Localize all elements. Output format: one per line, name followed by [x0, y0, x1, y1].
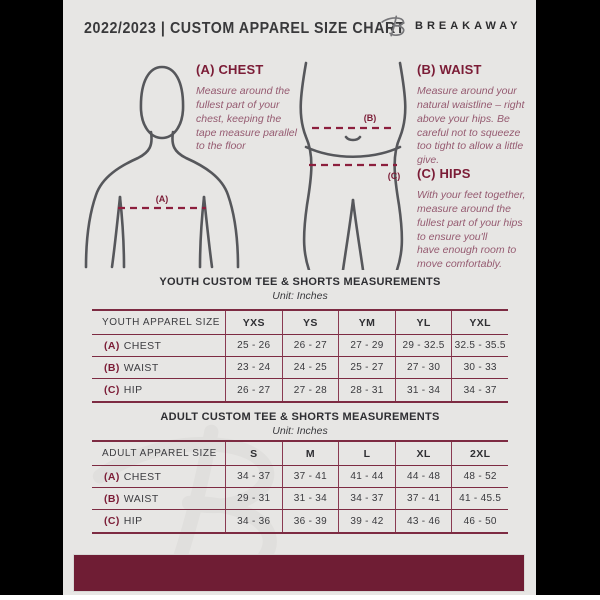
- value-cell: 29 - 32.5: [395, 335, 452, 357]
- column-header-cell: XL: [395, 442, 452, 466]
- value-cell: 27 - 30: [395, 357, 452, 379]
- chest-heading: (A) CHEST: [196, 62, 264, 77]
- left-letterbox: [0, 0, 63, 595]
- row-key: (C): [104, 515, 120, 527]
- row-key: (B): [104, 492, 120, 505]
- value-cell: 26 - 27: [225, 379, 282, 401]
- value-cell: 34 - 37: [225, 466, 282, 488]
- size-label-cell: YOUTH APPAREL SIZE: [92, 311, 225, 335]
- value-cell: 27 - 29: [338, 335, 395, 357]
- value-cell: 41 - 44: [338, 466, 395, 488]
- value-cell: 34 - 37: [451, 379, 508, 401]
- value-cell: 24 - 25: [282, 357, 339, 379]
- hips-heading: (C) HIPS: [417, 166, 471, 181]
- value-cell: 43 - 46: [395, 510, 452, 532]
- column-header-cell: L: [338, 442, 395, 466]
- waist-figure-label: (B): [363, 113, 377, 123]
- value-cell: 41 - 45.5: [451, 488, 508, 510]
- row-label-cell: [92, 510, 225, 532]
- value-cell: 37 - 41: [282, 466, 339, 488]
- row-label-cell: [92, 357, 225, 379]
- row-label-cell: [92, 379, 225, 401]
- value-cell: 26 - 27: [282, 335, 339, 357]
- row-label-cell: [92, 488, 225, 510]
- row-label-cell: [92, 466, 225, 488]
- youth-table-unit: Unit: Inches: [272, 290, 328, 302]
- size-label-cell: ADULT APPAREL SIZE: [92, 442, 225, 466]
- value-cell: 37 - 41: [395, 488, 452, 510]
- row-name: CHEST: [123, 339, 162, 352]
- document-page: [63, 0, 536, 595]
- column-header-cell: YM: [338, 311, 395, 335]
- row-name: CHEST: [123, 470, 162, 483]
- waist-description: Measure around your natural waistline – right above your hips. Be careful not to squeeze too tight to allow a little give.: [417, 85, 525, 167]
- value-cell: 44 - 48: [395, 466, 452, 488]
- column-header-cell: YXL: [451, 311, 508, 335]
- adult-table-title: ADULT CUSTOM TEE & SHORTS MEASUREMENTS: [160, 411, 440, 423]
- row-key: (C): [104, 384, 120, 396]
- footer-accent-bar: [73, 554, 525, 592]
- column-header-cell: YL: [395, 311, 452, 335]
- column-header-cell: YXS: [225, 311, 282, 335]
- column-header-cell: S: [225, 442, 282, 466]
- row-key: (B): [104, 361, 120, 374]
- value-cell: 27 - 28: [282, 379, 339, 401]
- value-cell: 32.5 - 35.5: [451, 335, 508, 357]
- hips-description: With your feet together, measure around the fullest part of your hips to ensure you'll have enough room to move comfortably.: [417, 189, 526, 271]
- value-cell: 39 - 42: [338, 510, 395, 532]
- value-cell: 48 - 52: [451, 466, 508, 488]
- value-cell: 34 - 36: [225, 510, 282, 532]
- youth-table-title: YOUTH CUSTOM TEE & SHORTS MEASUREMENTS: [159, 276, 441, 288]
- value-cell: 46 - 50: [451, 510, 508, 532]
- hips-figure-label: (C): [387, 171, 401, 181]
- row-key: (A): [104, 470, 120, 483]
- page-title: 2022/2023 | CUSTOM APPAREL SIZE CHART: [84, 20, 406, 37]
- value-cell: 34 - 37: [338, 488, 395, 510]
- youth-size-table: [92, 309, 508, 403]
- brand-lockup: [381, 14, 522, 38]
- adult-size-table: [92, 440, 508, 534]
- value-cell: 25 - 27: [338, 357, 395, 379]
- value-cell: 23 - 24: [225, 357, 282, 379]
- value-cell: 30 - 33: [451, 357, 508, 379]
- adult-table-unit: Unit: Inches: [272, 425, 328, 437]
- value-cell: 25 - 26: [225, 335, 282, 357]
- right-letterbox: [536, 0, 600, 595]
- value-cell: 29 - 31: [225, 488, 282, 510]
- row-name: WAIST: [123, 361, 159, 374]
- waist-heading: (B) WAIST: [417, 62, 482, 77]
- column-header-cell: YS: [282, 311, 339, 335]
- chest-figure-label: (A): [155, 194, 169, 204]
- row-key: (A): [104, 339, 120, 352]
- row-label-cell: [92, 335, 225, 357]
- breakaway-logo-icon: [381, 14, 407, 38]
- value-cell: 36 - 39: [282, 510, 339, 532]
- column-header-cell: 2XL: [451, 442, 508, 466]
- row-name: HIP: [123, 515, 143, 527]
- chest-description: Measure around the fullest part of your chest, keeping the tape measure parallel to the floor: [196, 85, 297, 153]
- row-name: HIP: [123, 384, 143, 396]
- row-name: WAIST: [123, 492, 159, 505]
- brand-name: BREAKAWAY: [415, 20, 522, 32]
- column-header-cell: M: [282, 442, 339, 466]
- value-cell: 28 - 31: [338, 379, 395, 401]
- value-cell: 31 - 34: [395, 379, 452, 401]
- value-cell: 31 - 34: [282, 488, 339, 510]
